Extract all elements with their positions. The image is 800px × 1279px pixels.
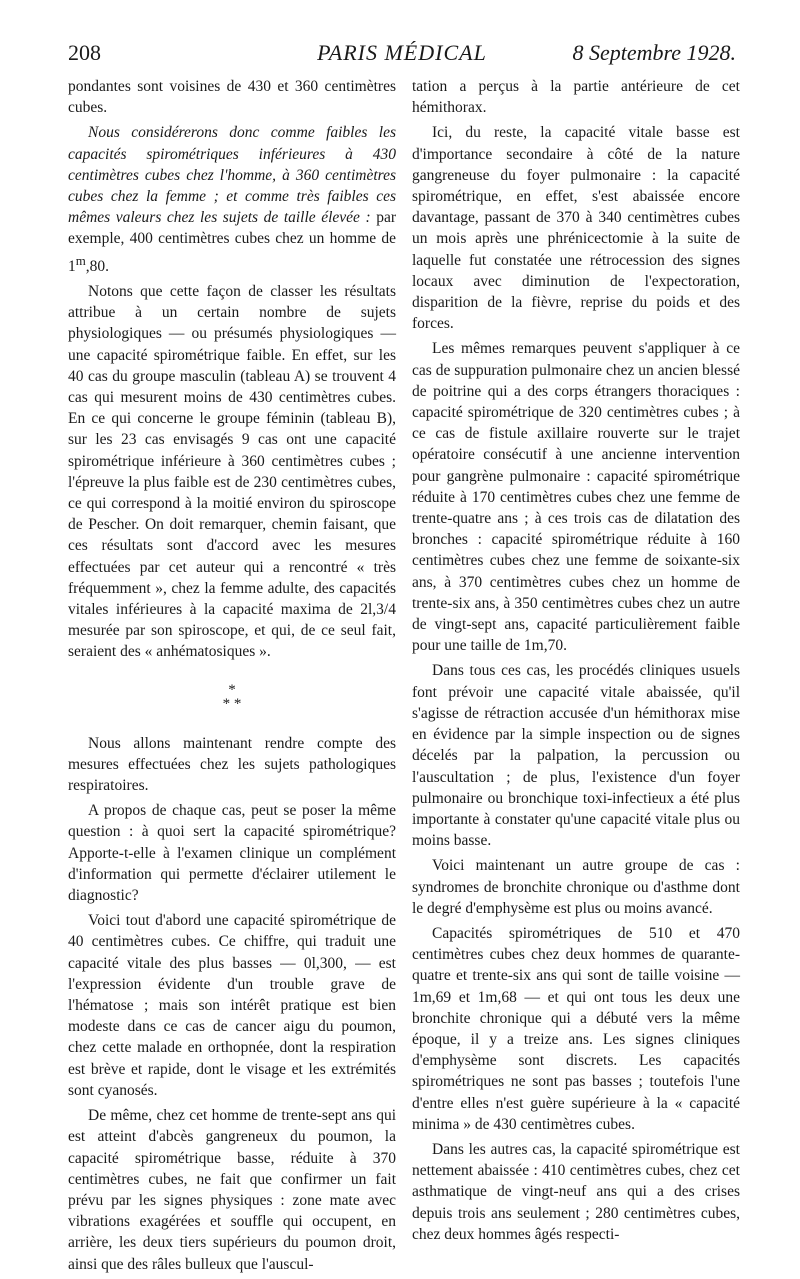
page-header	[68, 40, 736, 74]
asterisk-bottom: * *	[222, 695, 242, 712]
paragraph: Dans tous ces cas, les procédés cliniques usuels font prévoir une capacité vitale abaissée, qu'il s'agisse de rétraction accusée d'un hémithorax mise en évidence par la simple inspection ou de signes décelés par la palpation, la percussion ou l'auscultation ; de plus, l'existence d'un foyer pulmonaire ou bronchique toxi-infectieux a été plus importante à constater qu'une capacité vitale plus ou moins basse.	[412, 662, 740, 850]
journal-title: PARIS MÉDICAL	[317, 40, 487, 65]
section-separator	[68, 683, 396, 711]
page-number: 208	[68, 40, 101, 65]
right-column	[412, 76, 740, 1249]
paragraph: Capacités spirométriques de 510 et 470 centimètres cubes chez deux hommes de quarante-quatre et trente-six ans qui sont de taille voisine — 1m,69 et 1m,68 — et qui ont tous les deux une bronchite chronique qui a débuté vers la même époque, il y a treize ans. Les signes cliniques d'emphysème sont discrets. Les capacités spirométriques ne sont pas basses ; toutefois l'une d'entre elles n'est guère supérieure à la « capacité minima » de 430 centimètres cubes.	[412, 924, 740, 1133]
left-column	[68, 76, 396, 1279]
paragraph: tation a perçus à la partie antérieure de cet hémithorax.	[412, 78, 740, 117]
paragraph: pondantes sont voisines de 430 et 360 centimètres cubes.	[68, 78, 396, 117]
paragraph: Voici tout d'abord une capacité spirométrique de 40 centimètres cubes. Ce chiffre, qui traduit une capacité vitale des plus basses — 0l,300, — est l'expression évidente d'un trouble grave de l'hématose ; mais son intérêt pratique est bien modeste dans ce cas de cancer aigu du poumon, chez cette malade en orthopnée, dont la respiration est brève et rapide, dont le visage et les extrémités sont cyanosés.	[68, 912, 396, 1099]
paragraph: A propos de chaque cas, peut se poser la même question : à quoi sert la capacité spirométrique? Apporte-t-elle à l'examen clinique un complément d'information qui permette d'éclairer utilement le diagnostic?	[68, 802, 396, 905]
paragraph: De même, chez cet homme de trente-sept ans qui est atteint d'abcès gangreneux du poumon, la capacité spirométrique basse, réduite à 370 centimètres cubes, ne fait que confirmer un fait prévu par les signes physiques : zone mate avec vibrations exagérées et souffle qui occupent, en arrière, les deux tiers supérieurs du poumon droit, ainsi que des râles bulleux que l'auscul-	[68, 1107, 396, 1273]
paragraph: Les mêmes remarques peuvent s'appliquer à ce cas de suppuration pulmonaire chez un ancien blessé de poitrine qui a des corps étrangers thoraciques : capacité spirométrique de 320 centimètres cubes ; à ce cas de fistule axillaire rouverte sur le trajet opératoire consécutif à une ancienne intervention pour gangrène pulmonaire : capacité spirométrique réduite à 170 centimètres cubes chez une femme de trente-quatre ans ; à ces trois cas de dilatation des bronches : capacité spirométrique réduite à 160 centimètres cubes chez une femme de soixante-six ans, à 370 centimètres cubes chez un homme de trente-six ans, à 350 centimètres cubes chez un autre de vingt-sept ans, capacité particulièrement faible pour une taille de 1m,70.	[412, 340, 740, 655]
paragraph-definition: Nous considérerons donc comme faibles les capacités spirométriques inférieures à 430 centimètres cubes chez l'homme, à 360 centimètres cubes chez la femme ; et comme très faibles ces mêmes valeurs chez les sujets de taille élevée : par exemple, 400 centimètres cubes chez un homme de 1$^m$,80.	[68, 124, 396, 275]
paragraph: Notons que cette façon de classer les résultats attribue à un certain nombre de sujets physiologiques — ou présumés physiologiques — une capacité spirométrique faible. En effet, sur les 40 cas du groupe masculin (tableau A) se trouvent 4 cas qui mesurent moins de 430 centimètres cubes. En ce qui concerne le groupe féminin (tableau B), sur les 23 cas envisagés 9 cas ont une capacité spirométrique inférieure à 360 centimètres cubes ; l'épreuve la plus faible est de 230 centimètres cubes, ce qui correspond à la moitié environ du spiroscope de Pescher. On doit remarquer, chemin faisant, que ces résultats sont d'accord avec les mesures effectuées par cet auteur qui a rencontré « très fréquemment », chez la femme adulte, des capacités vitales inférieures à la capacité maxima de 2l,3/4 mesurée par son spiroscope, et qui, de ce seul fait, seraient des « anhématosiques ».	[68, 282, 396, 661]
paragraph: Voici maintenant un autre groupe de cas : syndromes de bronchite chronique ou d'asthme dont le degré d'emphysème est plus ou moins avancé.	[412, 857, 740, 917]
paragraph: Dans les autres cas, la capacité spirométrique est nettement abaissée : 410 centimètres cubes, chez cet asthmatique de vingt-neuf ans qui a des crises depuis trois ans seulement ; 280 centimètres cubes, chez deux hommes âgés respecti-	[412, 1140, 740, 1243]
definition-italic: Nous considérerons donc comme faibles les capacités spirométriques inférieures à 430 centimètres cubes chez l'homme, à 360 centimètres cubes chez la femme ; et comme très faibles ces mêmes valeurs chez les sujets de taille élevée :	[68, 124, 396, 227]
asterisk-top: *	[228, 681, 236, 698]
paragraph: Nous allons maintenant rendre compte des mesures effectuées chez les sujets pathologiques respiratoires.	[68, 734, 396, 795]
issue-date: 8 Septembre 1928.	[572, 40, 736, 65]
paragraph: Ici, du reste, la capacité vitale basse est d'importance secondaire à côté de la nature gangreneuse du foyer pulmonaire : la capacité spirométrique, en effet, s'est abaissée encore davantage, passant de 370 à 340 centimètres cubes un mois après une phrénicectomie à la suite de laquelle fut constatée une rétrocession des signes locaux avec diminution de l'expectoration, disparition de la fièvre, reprise du poids et des forces.	[412, 124, 740, 333]
